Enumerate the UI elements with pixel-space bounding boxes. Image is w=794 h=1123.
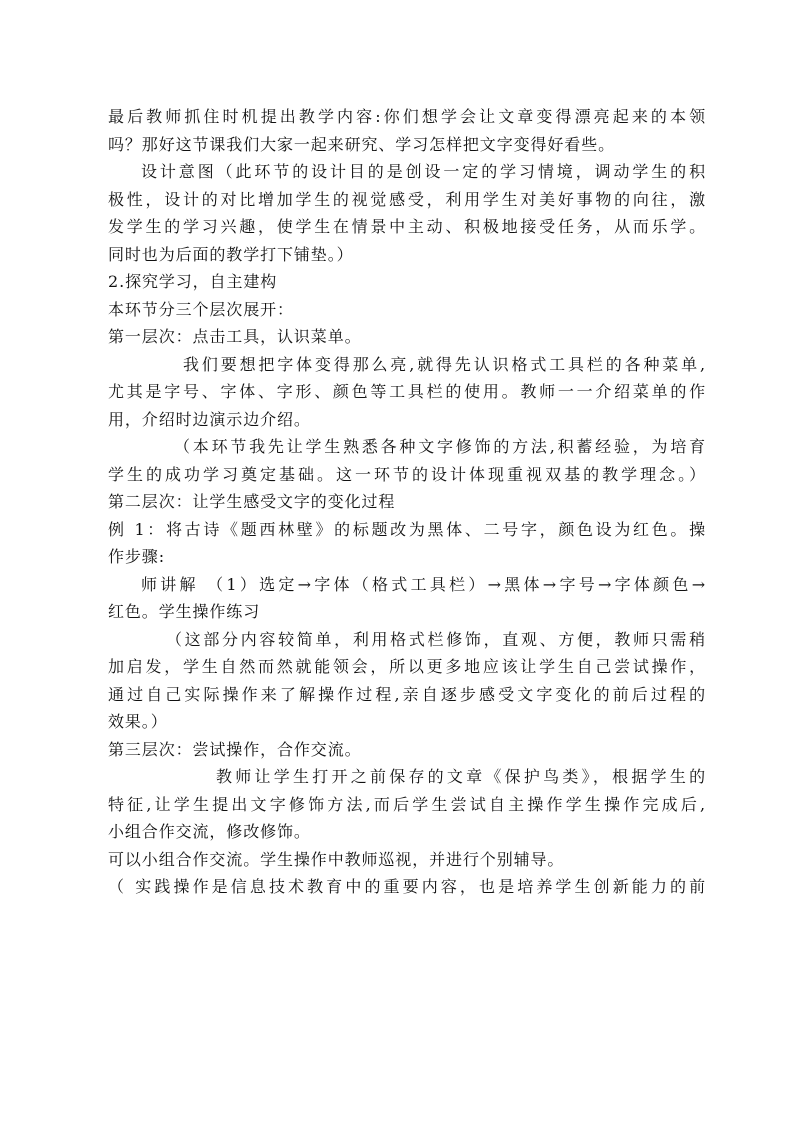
level-heading: 第二层次：让学生感受文字的变化过程: [108, 492, 396, 511]
design-intent-line: 发学生的学习兴趣，使学生在情景中主动、积极地接受任务，从而乐学。: [108, 217, 706, 236]
paragraph-line: 用，介绍时边演示边介绍。: [108, 409, 311, 429]
paragraph-line: 特征,让学生提出文字修饰方法,而后学生尝试自主操作学生操作完成后,: [108, 794, 706, 814]
note-line: 加启发，学生自然而然就能领会，所以更多地应该让学生自己尝试操作，: [108, 657, 706, 676]
paragraph-line: 本环节分三个层次展开：: [108, 299, 294, 319]
paragraph-line: 小组合作交流，修改修饰。: [108, 822, 311, 841]
paragraph-line: 最后教师抓住时机提出教学内容:你们想学会让文章变得漂亮起来的本领: [108, 107, 706, 126]
paragraph-line: 教师让学生打开之前保存的文章《保护鸟类》，根据学生的: [216, 767, 706, 786]
example-line: 例 1：将古诗《题西林壁》的标题改为黑体、二号字，颜色设为红色。操: [108, 519, 706, 539]
design-intent-line: 同时也为后面的教学打下铺垫。）: [108, 244, 354, 264]
note-line: （本环节我先让学生熟悉各种文字修饰的方法,积蓄经验，为培育: [174, 437, 706, 456]
step-line: 师讲解 （1）选定→字体（格式工具栏）→黑体→字号→字体颜色→: [141, 574, 706, 594]
note-line: （ 实践操作是信息技术教育中的重要内容，也是培养学生创新能力的前: [108, 877, 706, 896]
section-heading: 2.探究学习，自主建构: [108, 272, 278, 291]
paragraph-line: 可以小组合作交流。学生操作中教师巡视，并进行个别辅导。: [108, 849, 565, 869]
level-heading: 第三层次：尝试操作，合作交流。: [108, 739, 362, 759]
paragraph-line: 吗？那好这节课我们大家一起来研究、学习怎样把文字变得好看些。: [108, 134, 616, 154]
design-intent-line: 设计意图（此环节的设计目的是创设一定的学习情境，调动学生的积: [141, 162, 706, 181]
note-line: 效果。）: [108, 712, 168, 731]
paragraph-line: 尤其是字号、字体、字形、颜色等工具栏的使用。教师一一介绍菜单的作: [108, 382, 706, 401]
example-line: 作步骤:: [108, 547, 165, 566]
note-line: 通过自己实际操作来了解操作过程,亲自逐步感受文字变化的前后过程的: [108, 684, 706, 704]
level-heading: 第一层次：点击工具，认识菜单。: [108, 327, 362, 346]
note-line: 学生的成功学习奠定基础。这一环节的设计体现重视双基的教学理念。）: [108, 464, 706, 484]
document-body: [108, 103, 706, 901]
design-intent-line: 极性，设计的对比增加学生的视觉感受，利用学生对美好事物的向往，激: [108, 189, 706, 209]
paragraph-line: 我们要想把字体变得那么亮,就得先认识格式工具栏的各种菜单,: [183, 354, 706, 374]
note-line: （这部分内容较简单，利用格式栏修饰，直观、方便，教师只需稍: [166, 629, 706, 649]
step-line: 红色。学生操作练习: [108, 602, 261, 621]
